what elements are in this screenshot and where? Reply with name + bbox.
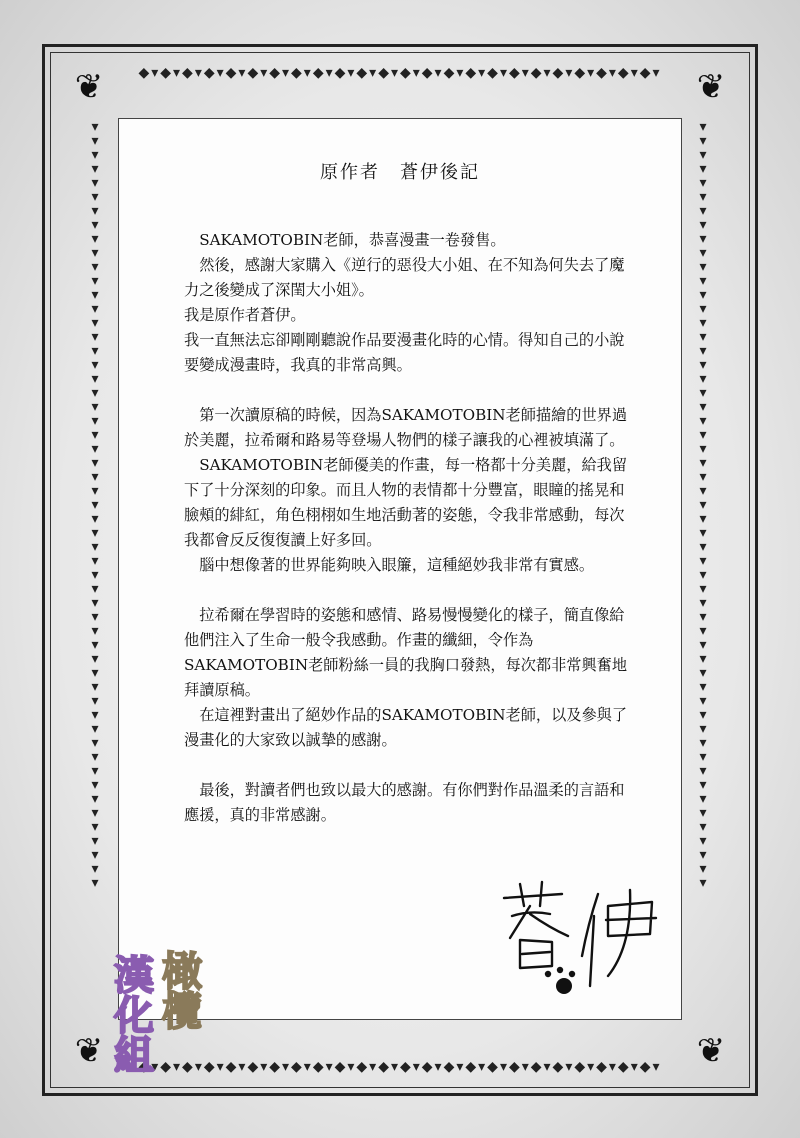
paragraph: 我是原作者蒼伊。 <box>184 306 306 324</box>
paragraph: SAKAMOTOBIN老師優美的作畫，每一格都十分美麗，給我留下了十分深刻的印象。而且人物的表情都十分豐富，眼瞳的搖晃和臉頰的緋紅，角色栩栩如生地活動著的姿態，令我非常感動，每次我都會反反復復讀上好多回。 <box>184 456 628 549</box>
paragraph: 腦中想像著的世界能夠映入眼簾，這種絕妙我非常有實感。 <box>199 556 595 574</box>
paragraph-gap <box>184 378 632 403</box>
corner-ornament-icon: ❦ <box>696 67 726 107</box>
afterword-body <box>184 228 632 828</box>
corner-ornament-icon: ❦ <box>74 67 104 107</box>
corner-ornament-icon: ❦ <box>74 1031 104 1071</box>
corner-ornament-icon: ❦ <box>696 1031 726 1071</box>
top-ornament-border: ◆▾◆▾◆▾◆▾◆▾◆▾◆▾◆▾◆▾◆▾◆▾◆▾◆▾◆▾◆▾◆▾◆▾◆▾◆▾◆▾◆▾◆▾◆▾◆▾ <box>138 66 662 81</box>
bottom-ornament-border: ◆▾◆▾◆▾◆▾◆▾◆▾◆▾◆▾◆▾◆▾◆▾◆▾◆▾◆▾◆▾◆▾◆▾◆▾◆▾◆▾◆▾◆▾◆▾◆▾ <box>138 1060 662 1075</box>
paragraph: 在這裡對畫出了絕妙作品的SAKAMOTOBIN老師，以及參與了漫畫化的大家致以誠摯的感謝。 <box>184 706 628 749</box>
left-ornament-border: ▾ ▾ ▾ ▾ ▾ ▾ ▾ ▾ ▾ ▾ ▾ ▾ ▾ ▾ ▾ ▾ ▾ ▾ ▾ ▾ ▾ ▾ ▾ ▾ ▾ ▾ ▾ ▾ ▾ ▾ ▾ ▾ ▾ ▾ ▾ ▾ ▾ ▾ ▾ ▾ ▾ ▾ ▾ ▾ ▾ ▾ ▾ ▾ ▾ ▾ ▾ ▾ ▾ ▾ ▾ <box>91 120 101 891</box>
paragraph: 然後，感謝大家購入《逆行的惡役大小姐、在不知為何失去了魔力之後變成了深閨大小姐》。 <box>184 256 625 299</box>
paragraph: 拉希爾在學習時的姿態和感情、路易慢慢變化的樣子，簡直像給他們注入了生命一般令我感動。作畫的纖細，令作為SAKAMOTOBIN老師粉絲一員的我胸口發熱，每次都非常興奮地拜讀原稿。 <box>184 606 628 699</box>
paragraph-gap <box>184 578 632 603</box>
paragraph-gap <box>184 753 632 778</box>
afterword-title: 原作者 蒼伊後記 <box>320 162 480 183</box>
right-ornament-border: ▾ ▾ ▾ ▾ ▾ ▾ ▾ ▾ ▾ ▾ ▾ ▾ ▾ ▾ ▾ ▾ ▾ ▾ ▾ ▾ ▾ ▾ ▾ ▾ ▾ ▾ ▾ ▾ ▾ ▾ ▾ ▾ ▾ ▾ ▾ ▾ ▾ ▾ ▾ ▾ ▾ ▾ ▾ ▾ ▾ ▾ ▾ ▾ ▾ ▾ ▾ ▾ ▾ ▾ ▾ <box>699 120 709 891</box>
handwritten-signature <box>490 876 670 996</box>
paragraph: SAKAMOTOBIN老師，恭喜漫畫一卷發售。 <box>199 231 506 249</box>
paragraph: 最後，對讀者們也致以最大的感謝。有你們對作品溫柔的言語和應援，真的非常感謝。 <box>184 781 625 824</box>
paragraph: 我一直無法忘卻剛剛聽說作品要漫畫化時的心情。得知自己的小說要變成漫畫時，我真的非常高興。 <box>184 331 625 374</box>
paragraph: 第一次讀原稿的時候，因為SAKAMOTOBIN老師描繪的世界過於美麗，拉希爾和路易等登場人物們的樣子讓我的心裡被填滿了。 <box>184 406 628 449</box>
group-watermark-logo: 漢 化 組 橄 欖 <box>114 948 202 1079</box>
